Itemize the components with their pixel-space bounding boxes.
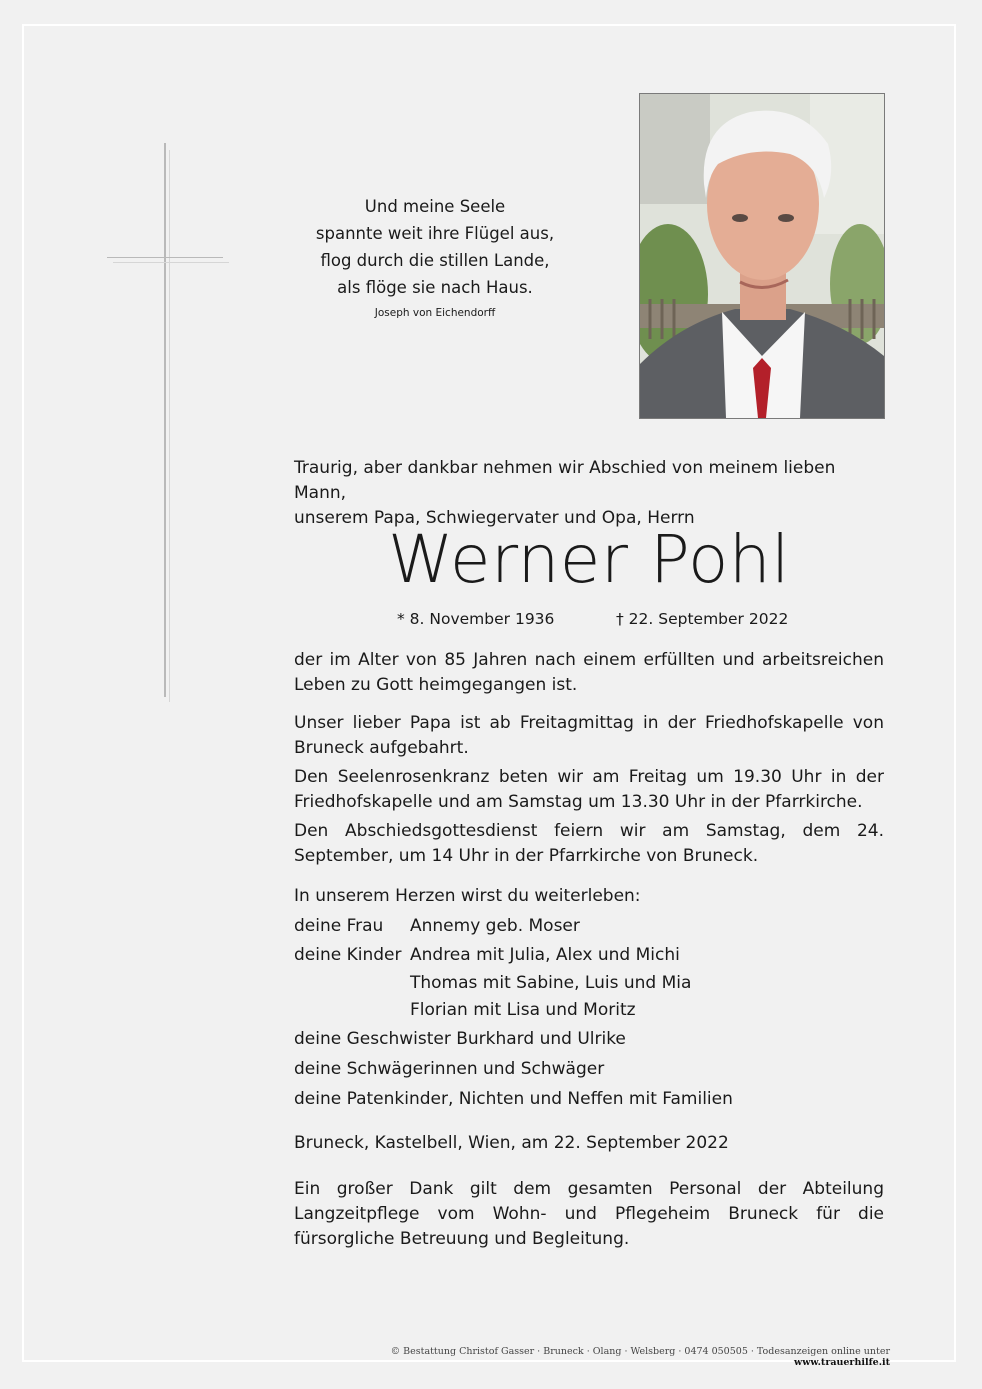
death-date: † 22. September 2022 (616, 610, 789, 628)
child-entry: Florian mit Lisa und Moritz (410, 1000, 636, 1020)
laid-out-paragraph: Unser lieber Papa ist ab Freitagmittag in der Friedhofskapelle von Bruneck aufgebahrt. (294, 713, 884, 758)
age-paragraph: der im Alter von 85 Jahren nach einem erfüllten und arbeitsreichen Leben zu Gott heimgegangen ist. (294, 650, 884, 695)
child-entry: Thomas mit Sabine, Luis und Mia (410, 973, 692, 993)
footer-link[interactable]: www.trauerhilfe.it (794, 1357, 890, 1368)
poem-line: Und meine Seele (364, 197, 506, 216)
poem-line: als flöge sie nach Haus. (337, 278, 533, 297)
portrait-photo (639, 93, 885, 419)
family-other-entry: deine Patenkinder, Nichten und Neffen mit Familien (294, 1089, 733, 1109)
birth-date: * 8. November 1936 (397, 610, 555, 628)
thanks-paragraph: Ein großer Dank gilt dem gesamten Personal der Abteilung Langzeitpflege vom Wohn- und Pflegeheim Bruneck für die fürsorgliche Betreuung und Begleitung. (294, 1179, 884, 1249)
wife-name: Annemy geb. Moser (410, 916, 580, 936)
deceased-name: Werner Pohl (387, 521, 790, 598)
poem-line: spannte weit ihre Flügel aus, (315, 224, 555, 243)
family-other-entry: deine Geschwister Burkhard und Ulrike (294, 1029, 626, 1049)
children-label: deine Kinder (294, 945, 402, 965)
footer (294, 1346, 890, 1368)
poem-line: flog durch die stillen Lande, (320, 251, 550, 270)
family-other-entry: deine Schwägerinnen und Schwäger (294, 1059, 605, 1079)
family-wife-row (294, 914, 580, 938)
poem-author: Joseph von Eichendorff (374, 307, 496, 319)
funeral-paragraph: Den Abschiedsgottesdienst feiern wir am Samstag, dem 24. September, um 14 Uhr in der Pfarrkirche von Bruneck. (294, 821, 884, 866)
intro-line: Traurig, aber dankbar nehmen wir Abschied von meinem lieben Mann, (294, 458, 836, 503)
rosary-paragraph: Den Seelenrosenkranz beten wir am Freitag um 19.30 Uhr in der Friedhofskapelle und am Samstag um 13.30 Uhr in der Pfarrkirche. (294, 767, 884, 812)
poem (296, 193, 574, 321)
footer-text: © Bestattung Christof Gasser · Bruneck · Olang · Welsberg · 0474 050505 · Todesanzeigen online unter (390, 1346, 890, 1357)
wife-label: deine Frau (294, 916, 384, 936)
intro-line: unserem Papa, Schwiegervater und Opa, Herrn (294, 508, 695, 528)
family-heading: In unserem Herzen wirst du weiterleben: (294, 886, 641, 906)
family-children-row (294, 943, 680, 967)
child-entry: Andrea mit Julia, Alex und Michi (410, 945, 680, 965)
place-date: Bruneck, Kastelbell, Wien, am 22. September 2022 (294, 1133, 729, 1153)
